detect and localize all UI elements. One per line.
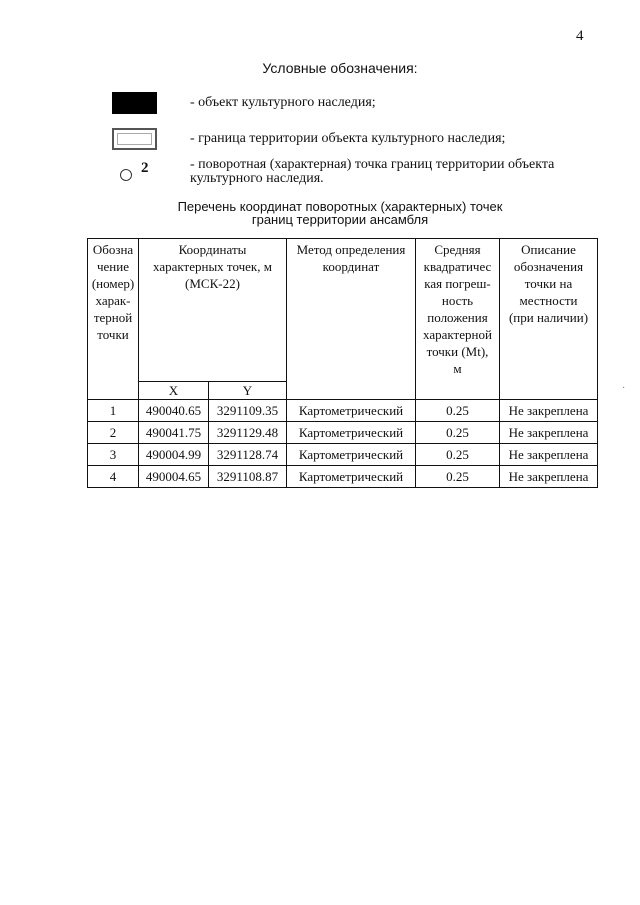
- header-error: Средняя квадратичес кая погреш- ность положения характерной точки (Mt), м: [416, 239, 500, 400]
- legend-title: Условные обозначения:: [262, 60, 418, 76]
- table-row: [88, 466, 598, 488]
- cell-x: 490041.75: [139, 422, 209, 444]
- heading-line2: границ территории ансамбля: [251, 212, 429, 227]
- cell-error: 0.25: [416, 422, 500, 444]
- cell-num: 3: [88, 444, 139, 466]
- cell-method: Картометрический: [287, 466, 416, 488]
- turning-point-circle-icon: [120, 169, 132, 181]
- cell-x: 490004.99: [139, 444, 209, 466]
- cell-description: Не закреплена: [500, 466, 598, 488]
- header-designation: Обозна чение (номер) харак- терной точки: [88, 239, 139, 400]
- header-description: Описание обозначения точки на местности (при наличии): [500, 239, 598, 400]
- table-row: [88, 400, 598, 422]
- heading-line1: Перечень координат поворотных (характерных) точек: [177, 199, 503, 214]
- cell-description: Не закреплена: [500, 422, 598, 444]
- cell-num: 2: [88, 422, 139, 444]
- cell-description: Не закреплена: [500, 400, 598, 422]
- cell-method: Картометрический: [287, 400, 416, 422]
- cell-x: 490004.65: [139, 466, 209, 488]
- header-x: X: [139, 382, 209, 400]
- cell-x: 490040.65: [139, 400, 209, 422]
- legend-item-text-line2: культурного наследия.: [190, 171, 324, 186]
- cell-y: 3291128.74: [209, 444, 287, 466]
- legend-item-text: - объект культурного наследия;: [190, 95, 376, 110]
- cell-num: 1: [88, 400, 139, 422]
- cell-error: 0.25: [416, 444, 500, 466]
- black-fill-rect-icon: [112, 92, 157, 114]
- table-row: [88, 444, 598, 466]
- header-method: Метод определения координат: [287, 239, 416, 400]
- table-row: [88, 422, 598, 444]
- page-number: 4: [576, 28, 584, 44]
- cell-error: 0.25: [416, 466, 500, 488]
- header-y: Y: [209, 382, 287, 400]
- cell-num: 4: [88, 466, 139, 488]
- legend-point-number: 2: [141, 160, 149, 176]
- cell-method: Картометрический: [287, 422, 416, 444]
- cell-y: 3291109.35: [209, 400, 287, 422]
- cell-y: 3291129.48: [209, 422, 287, 444]
- territory-border-rect-icon: [112, 128, 157, 150]
- header-coordinates: Координаты характерных точек, м (МСК-22): [139, 239, 287, 382]
- cell-description: Не закреплена: [500, 444, 598, 466]
- cell-method: Картометрический: [287, 444, 416, 466]
- legend-item-text: - граница территории объекта культурного наследия;: [190, 131, 506, 146]
- coordinates-list-heading: [0, 200, 640, 226]
- cell-error: 0.25: [416, 400, 500, 422]
- stray-mark: ·: [622, 383, 626, 394]
- coordinates-table: [87, 238, 598, 488]
- cell-y: 3291108.87: [209, 466, 287, 488]
- legend-item-text-line1: - поворотная (характерная) точка границ территории объекта: [190, 157, 555, 172]
